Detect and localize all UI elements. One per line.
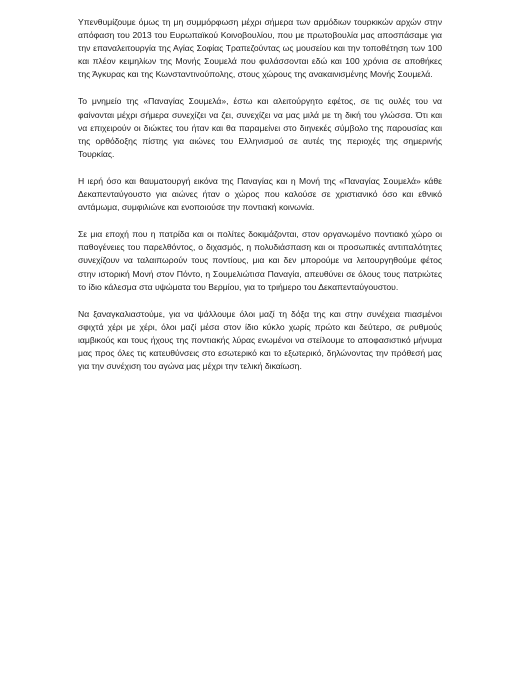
paragraph: Υπενθυμίζουμε όμως τη μη συμμόρφωση μέχρι σήμερα των αρμόδιων τουρκικών αρχών στην απόφαση του 2013 του Ευρωπαϊκού Κοινοβουλίου, που με πρωτοβουλία μας αποσπάσαμε για την επαναλειτουργία της Αγίας Σοφίας Τραπεζούντας ως μουσείου και την τοποθέτηση των 100 και πλέον κειμηλίων της Μονής Σουμελά που φυλάσσονται εδώ και 100 χρόνια σε αποθήκες της Άγκυρας και της Κωνσταντινούπολης, στους χώρους της ανακαινισμένης Μονής Σουμελά.: [78, 17, 442, 80]
paragraph: Η ιερή όσο και θαυματουργή εικόνα της Παναγίας και η Μονή της «Παναγίας Σουμελά» κάθε Δεκαπενταύγουστο για αιώνες ήταν ο χώρος που καλούσε σε χριστιανικό όσο και εθνικό αντάμωμα, συμφιλιώνε και ενοποιούσε την ποντιακή κοινωνία.: [78, 175, 442, 213]
paragraph: Να ξαναγκαλιαστούμε, για να ψάλλουμε όλοι μαζί τη δόξα της και στην συνέχεια πιασμένοι σφιχτά χέρι με χέρι, όλοι μαζί μέσα στον ίδιο κύκλο χωρίς πρώτο και δεύτερο, σε ρυθμούς ιαμβικούς και τους ήχους της ποντιακής λύρας ενωμένοι να στείλουμε το αποφασιστικό μήνυμα μας προς όλες τις κατευθύνσεις στο εσωτερικό και το εξωτερικό, δηλώνοντας την πρόθεσή μας για την συνέχιση του αγώνα μας μέχρι την τελική δικαίωση.: [78, 308, 442, 372]
document-body: [78, 16, 442, 373]
paragraph: Το μνημείο της «Παναγίας Σουμελά», έστω και αλειτούργητο εφέτος, σε τις ουλές του να φαίνονται μέχρι σήμερα συνεχίζει να ζει, συνεχίζει να μας μιλά με τη δική του γλώσσα. Ότι και να επιχειρούν οι διώκτες του ήταν και θα παραμείνει στο διηνεκές σύμβολο της παρουσίας και της ορθόδοξης πίστης για αιώνες του Ελληνισμού σε αυτές της περιοχές της σημερινής Τουρκίας.: [78, 96, 442, 159]
paragraph: Σε μια εποχή που η πατρίδα και οι πολίτες δοκιμάζονται, στον οργανωμένο ποντιακό χώρο οι παθογένειες του παρελθόντος, ο διχασμός, η πολυδιάσπαση και οι προσωπικές αντιπαλότητες συνεχίζουν να ταλαιπωρούν τους ποντίους, μια και δεν μπορούμε να λειτουργηθούμε φέτος στην ιστορική Μονή στον Πόντο, η Σουμελιώτισα Παναγία, απευθύνει σε όλους τους πατριώτες το ίδιο κάλεσμα στα υψώματα του Βερμίου, για το τριήμερο του Δεκαπενταύγουστου.: [78, 229, 442, 292]
